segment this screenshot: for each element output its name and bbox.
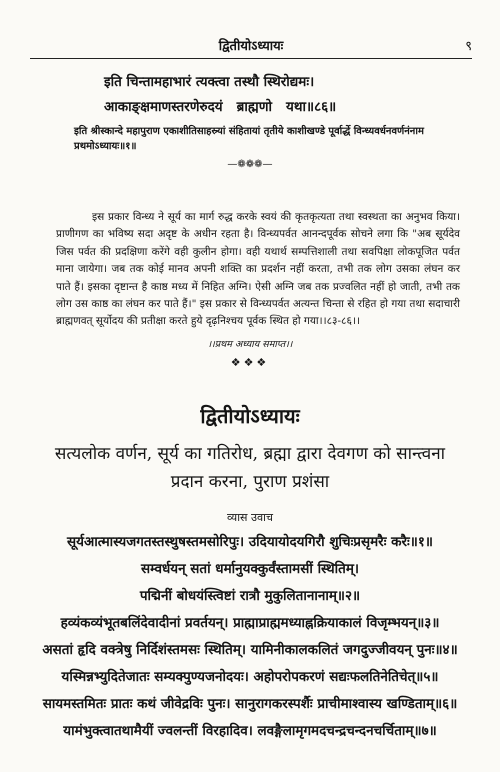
sloka-line-3: पद्मिनीं बोधयंस्त्विष्टां रात्रौ मुकुलितानानाम्॥२॥ [139, 588, 361, 604]
sloka-line-5: असतां हृदि वक्त्रेषु निर्दिशंस्तमसः स्थितिम्। यामिनीकालकलितं जगदुज्जीवयन् पुनः॥४॥ [42, 642, 458, 658]
chapter-end-ornament: ❖❖❖ [230, 356, 270, 369]
closing-verse-line-1: इति चिन्तामहाभारं त्यक्त्वा तस्थौ स्थिरोद्यमः। [104, 74, 315, 90]
sloka-line-1: सूर्यआत्मास्यजगतस्तस्थुषस्तमसोरिपुः। उदियायोदयगिरौ शुचिःप्रसृमरैः करैः॥१॥ [67, 534, 433, 550]
sloka-line-7: सायमस्तमितः प्रातः कथं जीवेद्रविः पुनः। सानुरागकरस्पर्शैः प्राचीमाश्वास्य खण्डिताम्॥६॥ [42, 696, 458, 712]
closing-verse-line-2: आकाङ्क्षमाणस्तरणेरुदयं ब्राह्मणो यथा॥८६॥ [104, 99, 337, 115]
sloka-line-4: हव्यंकव्यंभूतबलिंदेवादीनां प्रवर्तयन्। प्राह्माप्राह्ममध्याह्नक्रियाकालं विजृम्भयन्॥३॥ [60, 615, 440, 631]
sloka-line-8: यामंभुक्त्वातथामैयीं ज्वलन्तीं विरहादिव। लवङ्गैलामृगमदचन्द्रचन्दनचर्चिताम्॥७॥ [63, 723, 437, 739]
translation-paragraph: इस प्रकार विन्ध्य ने सूर्य का मार्ग रुद्ध करके स्वयं की कृतकृत्यता तथा स्वस्थता का अनुभव किया। प्राणीगण का भविष्य सदा अदृष्ट के अधीन रहता है। विन्ध्यपर्वत आनन्दपूर्वक सोचने लगा कि "अब सूर्यदेव जिस पर्वत की प्रदक्षिणा करेंगे वही कुलीन होगा। वही यथार्थ सम्पत्तिशाली तथा सवपिक्षा लोकपूजित पर्वत माना जायेगा। जब तक कोई मानव अपनी शक्ति का प्रदर्शन नहीं करता, तभी तक लोग उसका लंघन कर पाते हैं। इसका दृष्टान्त है काष्ठ मध्य में निहित अग्नि। ऐसी अग्नि जब तक प्रज्वलित नहीं हो जाती, तभी तक लोग उस काष्ठ का लंघन कर पाते हैं।" इस प्रकार से विन्ध्यपर्वत अत्यन्त चिन्ता से रहित हो गया तथा सदाचारी ब्राह्मणवत् सूर्योदय की प्रतीक्षा करते हुये दृढ़निश्चय पूर्वक स्थित हो गया।।८३-८६।। [56, 211, 460, 328]
running-header [30, 36, 472, 59]
speaker-label: व्यास उवाच [227, 511, 273, 524]
running-title: द्वितीयोऽध्यायः [218, 39, 284, 54]
chapter-title: द्वितीयोऽध्यायः [200, 404, 300, 428]
page-number: ९ [465, 39, 472, 54]
chapter-end-label: ।।प्रथम अध्याय समाप्त।। [207, 339, 293, 350]
colophon: इति श्रीस्कान्दे महापुराण एकाशीतिसाहस्र्यां संहितायां तृतीये काशीखण्डे पूर्वार्द्धे विन्ध्यवर्धनवर्णनंनाम प्रथमोऽध्यायः॥१॥ [74, 126, 424, 152]
colophon-ornament: —❁❁❁— [227, 159, 273, 170]
chapter-subtitle: सत्यलोक वर्णन, सूर्य का गतिरोध, ब्रह्मा द्वारा देवगण को सान्त्वना प्रदान करना, पुराण प्रशंसा [54, 444, 446, 492]
sloka-line-6: यस्मिन्नभ्युदितेजातः सम्यक्पुण्यजनोदयः। अहोपरोपकरणं सद्यःफलतिनेतिचेत्॥५॥ [61, 669, 439, 685]
sloka-line-2: सम्वर्धयन् सतां धर्मानुयक्कुर्वंस्तामसीं स्थितिम्। [140, 561, 360, 577]
hindi-translation [56, 209, 460, 331]
